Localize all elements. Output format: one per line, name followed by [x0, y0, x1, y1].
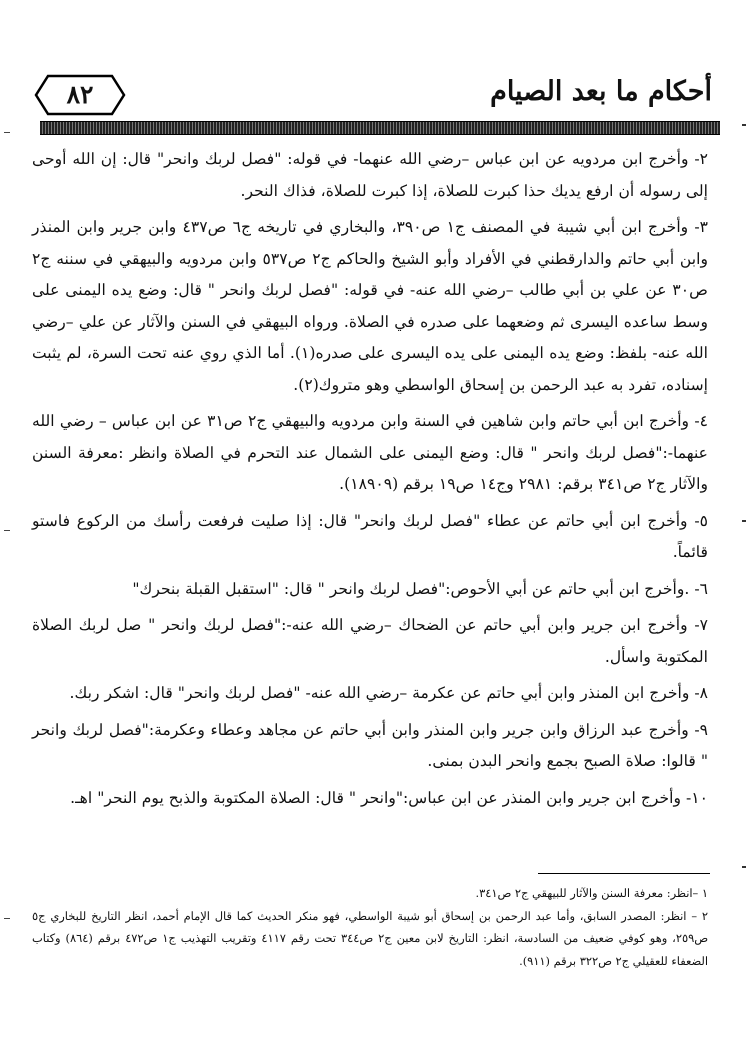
- scan-mark: [4, 132, 10, 133]
- narration-4: ٤- وأخرج ابن أبي حاتم وابن شاهين في السنة وابن مردويه والبيهقي ج٢ ص٣١ عن ابن عباس – رضي الله عنهما-:"فصل لربك وانحر " قال: وضع اليمنى على الشمال عند التحرم في الصلاة وانظر :معرفة السنن والآثار ج٢ ص٣٤١ برقم: ٢٩٨١ وج١٤ ص١٩ برقم (١٨٩٠٩).: [32, 412, 708, 493]
- narration-5: ٥- وأخرج ابن أبي حاتم عن عطاء "فصل لربك وانحر" قال: إذا صليت فرفعت رأسك من الركوع فاستو قائماً.: [32, 511, 708, 561]
- narration-3: ٣- وأخرج ابن أبي شيبة في المصنف ج١ ص٣٩٠، والبخاري في تاريخه ج٦ ص٤٣٧ وابن جرير وابن المنذر وابن أبي حاتم والدارقطني في الأفراد وأبو الشيخ والحاكم ج٢ ص٥٣٧ وابن مردويه والبيهقي في سننه ج٢ ص٣٠ عن علي بن أبي طالب –رضي الله عنه- في قوله: "فصل لربك وانحر " قال: وضع يده اليمنى على وسط ساعده اليسرى ثم وضعهما على صدره في الصلاة. ورواه البيهقي في السنن والآثار عن علي –رضي الله عنه- بلفظ: وضع يده اليمنى على يده اليسرى على صدره(١). أما الذي روي عنه تحت السرة، لم يثبت إسناده، تفرد به عبد الرحمن بن إسحاق الواسطي وهو متروك(٢).: [32, 218, 708, 394]
- narration-10: ١٠- وأخرج ابن جرير وابن المنذر عن ابن عباس:"وانحر " قال: الصلاة المكتوبة والذبح يوم النحر" اهـ.: [70, 788, 708, 807]
- page-header: [28, 66, 718, 126]
- scan-mark: [742, 866, 746, 868]
- scan-mark: [4, 530, 10, 531]
- scan-mark: [742, 124, 746, 126]
- narration-8: ٨- وأخرج ابن المنذر وابن أبي حاتم عن عكرمة –رضي الله عنه- "فصل لربك وانحر" قال: اشكر ربك.: [69, 684, 708, 702]
- main-text: [32, 144, 708, 819]
- scan-mark: [742, 520, 746, 522]
- running-title: أحكام ما بعد الصيام: [490, 76, 712, 107]
- scan-mark: [4, 918, 10, 919]
- narration-2: ٢- وأخرج ابن مردويه عن ابن عباس –رضي الله عنهما- في قوله: "فصل لربك وانحر" قال: إن الله أوحى إلى رسوله أن ارفع يديك حذا كبرت للصلاة، إذا كبرت للصلاة، فذاك النحر.: [32, 150, 708, 200]
- narration-6: ٦- .وأخرج ابن أبي حاتم عن أبي الأحوص:"فصل لربك وانحر " قال: "استقبل القبلة بنحرك": [132, 579, 708, 598]
- narration-9: ٩- وأخرج عبد الرزاق وابن جرير وابن المنذر وابن أبي حاتم عن مجاهد وعطاء وعكرمة:"فصل لربك وانحر " قالوا: صلاة الصبح بجمع وانحر البدن بمنى.: [32, 720, 708, 770]
- page-number: ٨٢: [66, 80, 94, 109]
- footnote-2: ٢ – انظر: المصدر السابق، وأما عبد الرحمن بن إسحاق أبو شيبة الواسطي، فهو منكر الحديث كما قال الإمام أحمد، انظر التاريخ للبخاري ج٥ ص٢٥٩، وهو كوفي ضعيف من السادسة، انظر: التاريخ لابن معين ج٢ ص٣٤٤ تحت رقم ٤١١٧ وتقريب التهذيب ج١ ص٤٧٢ برقم (٨٦٤) وكتاب الضعفاء للعقيلي ج٢ ص٣٢٢ برقم (٩١١).: [32, 908, 708, 968]
- footnote-separator: [538, 873, 710, 874]
- page-number-badge: [34, 74, 126, 116]
- footnote-1: ١ –انظر: معرفة السنن والآثار للبيهقي ج٢ ص٣٤١.: [475, 886, 708, 900]
- narration-7: ٧- وأخرج ابن جرير وابن أبي حاتم عن الضحاك –رضي الله عنه-:"فصل لربك وانحر " صل لربك الصلاة المكتوبة واسأل.: [32, 616, 708, 666]
- header-rule: [40, 121, 720, 135]
- footnotes: [32, 882, 708, 972]
